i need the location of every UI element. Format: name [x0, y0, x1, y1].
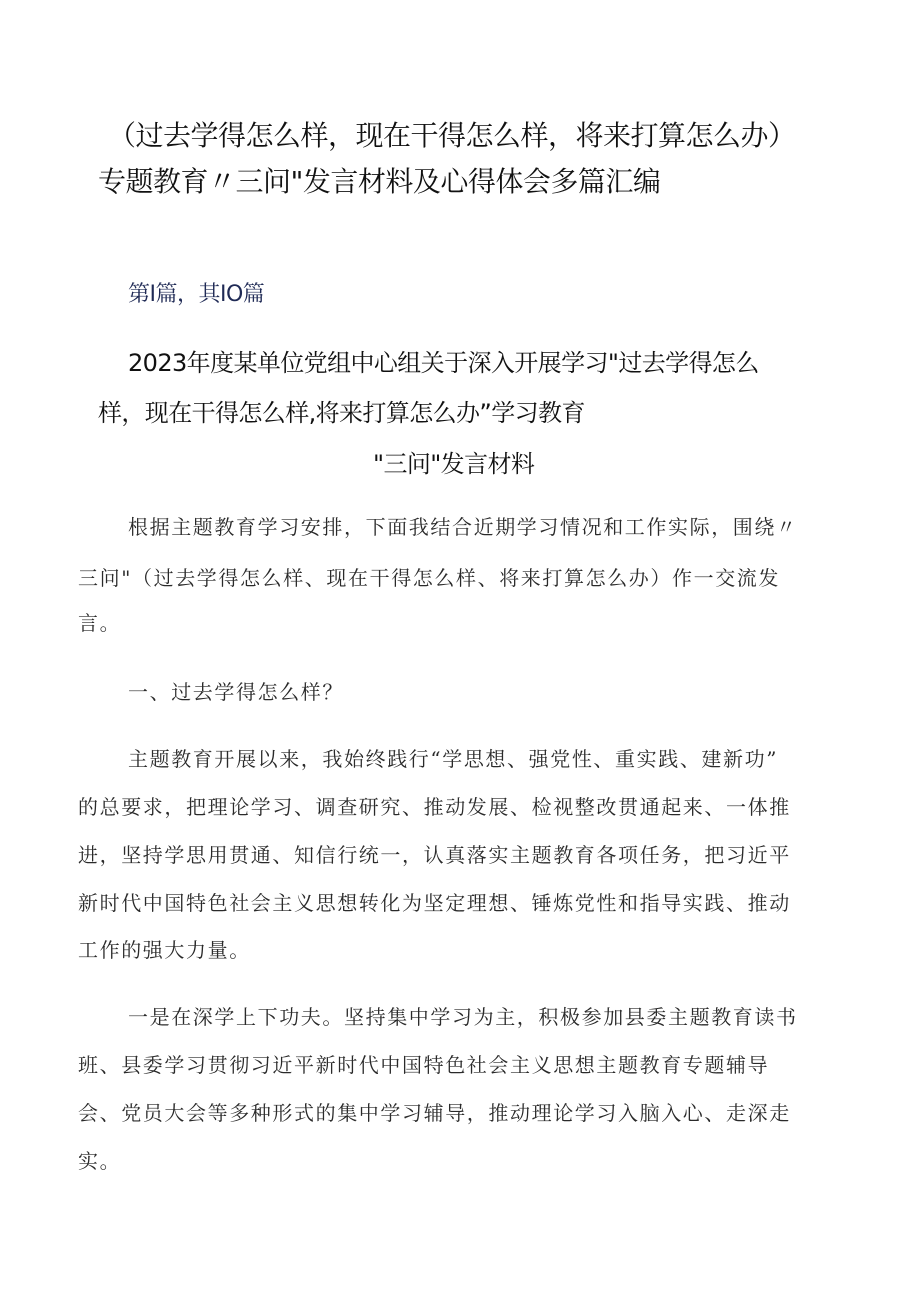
paragraph-line: 实。 — [78, 1149, 122, 1173]
subtitle-line-3: "三问"发言材料 — [373, 450, 535, 478]
paragraph-line: 一是在深学上下功夫。坚持集中学习为主，积极参加县委主题教育读书 — [128, 1005, 798, 1029]
paragraph-line: 会、党员大会等多种形式的集中学习辅导，推动理论学习入脑入心、走深走 — [78, 1101, 791, 1125]
title-line-1: （过去学得怎么样，现在干得怎么样，将来打算怎么办） — [108, 119, 796, 152]
paragraph-line: 新时代中国特色社会主义思想转化为坚定理想、锤炼党性和指导实践、推动 — [78, 891, 791, 915]
section-heading-text: 一、过去学得怎么样？ — [128, 680, 344, 704]
paragraph-line: 进，坚持学思用贯通、知信行统一，认真落实主题教育各项任务，把习近平 — [78, 843, 791, 867]
paragraph-line: 的总要求，把理论学习、调查研究、推动发展、检视整改贯通起来、一体推 — [78, 795, 791, 819]
paragraph-line: 工作的强大力量。 — [78, 938, 251, 962]
paragraph-line: 班、县委学习贯彻习近平新时代中国特色社会主义思想主题教育专题辅导 — [78, 1053, 770, 1077]
paragraph-line: 言。 — [78, 611, 122, 635]
paragraph-line: 根据主题教育学习安排，下面我结合近期学习情况和工作实际，围绕〃 — [128, 515, 798, 539]
part-label: 第I篇，其IO篇 — [128, 282, 265, 307]
subtitle-line-2: 样，现在干得怎么样,将来打算怎么办”学习教育 — [98, 399, 585, 427]
title-line-2: 专题教育〃三问"发言材料及心得体会多篇汇编 — [98, 165, 661, 198]
subtitle-line-1: 2023年度某单位党组中心组关于深入开展学习"过去学得怎么 — [128, 349, 759, 377]
paragraph-line: 主题教育开展以来，我始终践行“学思想、强党性、重实践、建新功” — [128, 747, 779, 771]
paragraph-line: 三问"（过去学得怎么样、现在干得怎么样、将来打算怎么办）作一交流发 — [78, 566, 780, 590]
